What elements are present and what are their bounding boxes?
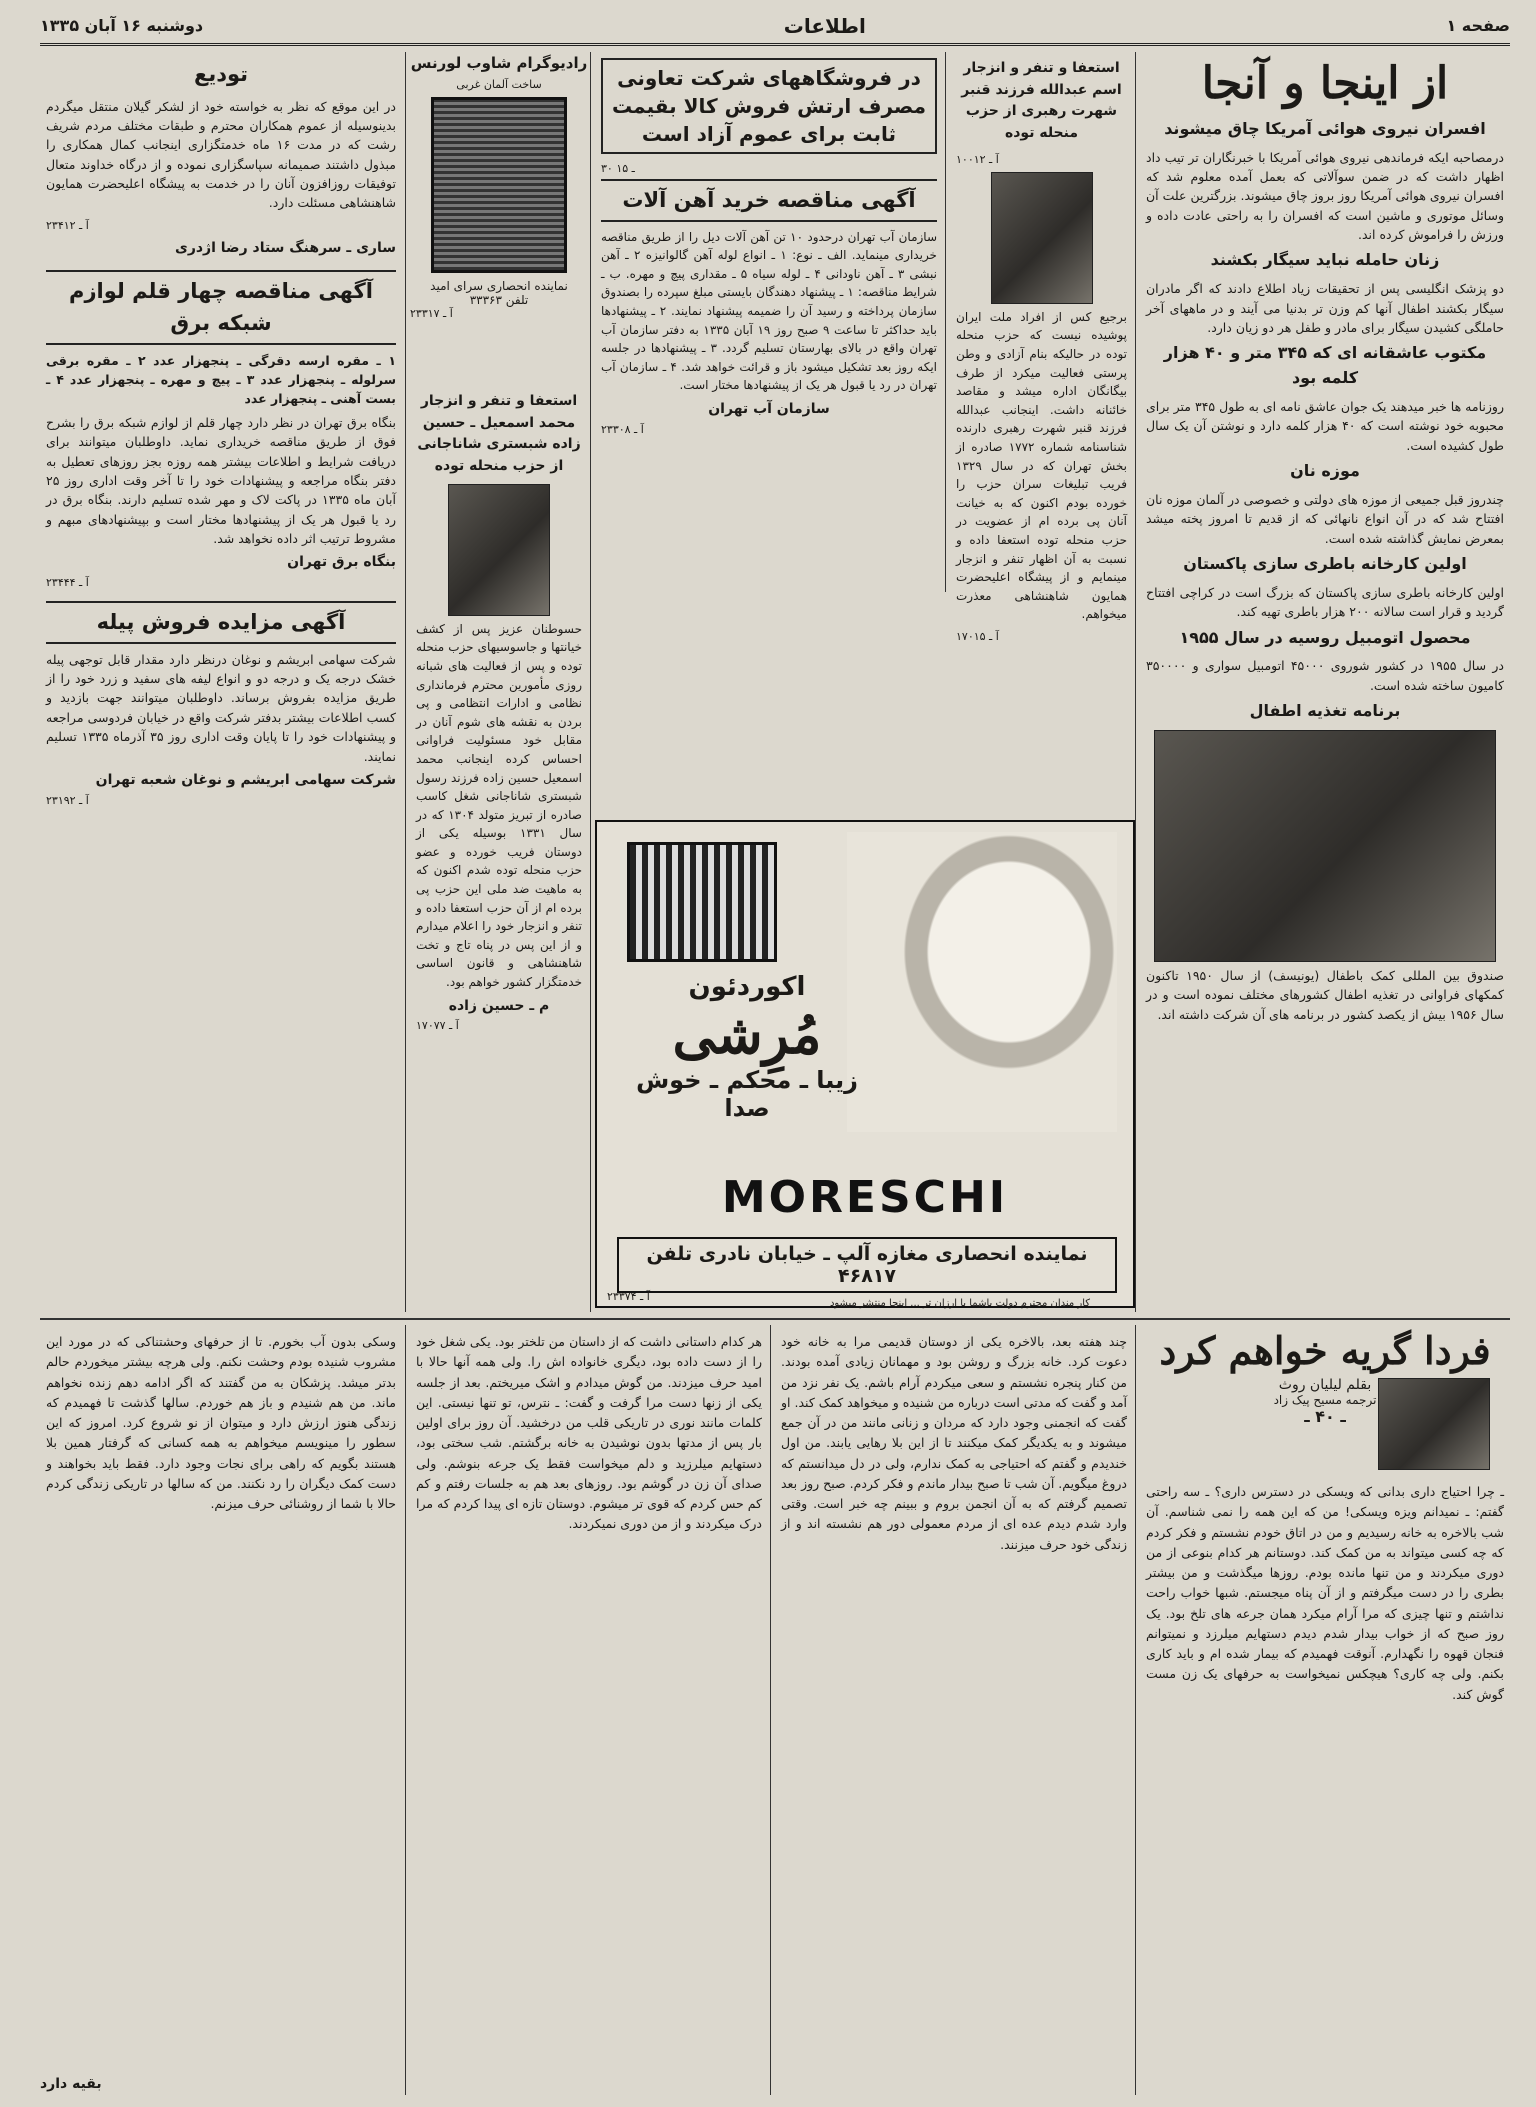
ad-code: آ ـ ۲۳۳۷۴ [607,1290,650,1303]
author-sketch [1378,1378,1490,1470]
farewell-body: در این موقع که نظر به خواسته خود از لشکر گیلان منتقل میگردم بدینوسیله از عموم همکاران محترم و طبقات مختلف مردم شریف رشت که در مدت ۱۶ ماه خدمتگزاری اینجانب کمال همکاری را مبذول داشتند صمیمانه سپاسگزاری نموده و از درگاه خداوند متعال توفیقات روزافزون آنان را در خدمت به پیشگاه اعلیحضرت همایون شاهنشاهی مسئلت دارد. [46,98,396,211]
tender-body: سازمان آب تهران درحدود ۱۰ تن آهن آلات دیل را از طریق مناقصه خریداری مینماید. الف ـ نوع: ۱ ـ انواع لوله آهن گالوانیزه ۲ ـ آهن نبشی ۳ ـ آهن ناودانی ۴ ـ لوله سیاه ۵ ـ مقداری پیچ و مهره. ب ـ شرایط مناقصه: ۱ ـ پیشنهاد دهندگان بایستی مبلغ سپرده را بصندوق سازمان پرداخته و رسید آن را ضمیمه پیشنهاد نمایند. ۲ ـ پیشنهادها باید حداکثر تا ساعت ۹ صبح روز ۱۹ آبان ۱۳۳۵ به دفتر سازمان آب تهران واقع در بالای بهارستان تسلیم گردد. ۳ ـ پیشنهادها در جلسه ایکه روز بعد تشکیل میشود باز و قرائت خواهد شد. ۴ ـ سازمان آب تهران در رد یا قبول هر یک از پیشنهادها مختار است. [601,229,937,393]
serial-translator: ترجمه مسیح پیک زاد [1273,1393,1377,1407]
story-title: اولین کارخانه باطری سازی پاکستان [1183,554,1467,574]
column-left [40,52,402,1314]
notice-body: حسوطنان عزیز پس از کشف خیانتها و جاسوسیهای حزب منحله توده و پس از فعالیت های شبانه روزی مأمورین محترم فرمانداری نظامی و ادارات انتظامی و پی بردن به نقشه های شوم آنان در مقابل خود مسئولیت فراوانی احساس کرده اینجانب محمد اسمعیل حسین زاده فرزند رسول شبستری شاناجانی شغل کاسب صادره از تبریز متولد ۱۳۰۴ که در سال ۱۳۳۱ بوسیله یکی از دوستان فریب خورده و عضو حزب منحله توده شدم اکنون که به ماهیت ضد ملی این حزب پی برده ام از آن حزب استعفا داده و تنفر و انزجار خود را اعلام میدارم و از این پس در پناه تاج و تخت شاهنشاهی و قانون اساسی خدمتگزار کشور خواهم بود. [416,621,582,990]
ad-line-accordion: اکوردئون [688,972,806,1002]
cocoon-auction-title: آگهی مزایده فروش پیله [46,601,396,644]
column-resignation-2 [410,385,588,1315]
story-body: چندروز قبل جمیعی از موزه های دولتی و خصوصی در آلمان موزه نان افتتاح شد که در آن انواع نانهائی که از قدیم تا امروز پخته میشد بمعرض نمایش گذاشته شده است. [1146,491,1504,546]
electric-tender-signature: بنگاه برق تهران [287,554,396,571]
serial-author: بقلم لیلیان روث [1278,1377,1372,1393]
notice-signature: م ـ حسین زاده [448,997,550,1014]
cocoon-auction-body: شرکت سهامی ابریشم و نوغان درنظر دارد مقدار قابل توجهی پیله خشک درجه یک و درجه دو و انواع لیفه های سفید و زرد خود را از طریق مزایده بفروش برساند. داوطلبان میتوانند جهت بازدید و کسب اطلاعات بیشتر بدفتر شرکت واقع در خیابان فردوسی مراجعه و پیشنهادات خود را تا پایان وقت اداری روز ۳۵ آذرماه ۱۳۳۵ تسلیم نمایند. [46,651,396,764]
children-photo [1154,730,1496,962]
story-body: در سال ۱۹۵۵ در کشور شوروی ۴۵۰۰۰ اتومبیل سواری و ۳۵۰۰۰۰ کامیون ساخته شده است. [1146,658,1504,693]
radio-tagline: ساخت آلمان غربی [456,78,542,91]
page-number: صفحه ۱ [1446,16,1510,35]
ad-line-tagline: زیبا ـ محکم ـ خوش صدا [636,1066,858,1122]
tender-code: آ ـ ۲۳۳۰۸ [601,422,644,436]
serial-column-4: وسکی بدون آب بخورم. تا از حرفهای وحشتناکی که در مورد این مشروب شنیده بودم وحشت نکنم. ولی هرچه بیشتر میخوردم حالم بدتر میشد. پزشکان به من گفتند که اگر ادامه دهم زنده نخواهم ماند. من هم شنیدم و باز هم خوردم. سالها گذشت تا فهمیدم که زندگی هنوز ارزش دارد و میتوان از نو شروع کرد. امروز که این سطور را مینویسم میخواهم به همه کسانی که گرفتار همین بلا هستند بگویم که راهی برای نجات وجود دارد. فقط باید بخواهند و دست کمک دیگران را رد نکنند. من که سالها در تاریکی زندگی کردم حالا با شما از روشنائی حرف میزنم. [46,1334,396,1511]
ad-code: ۳۰ ـ ۱۵ [601,162,635,175]
radio-code: آ ـ ۲۳۳۱۷ [410,307,453,320]
radio-agent: نماینده انحصاری سرای امید [430,279,568,293]
electric-tender-body: بنگاه برق تهران در نظر دارد چهار قلم از لوازم شبکه برق را بشرح فوق از طریق مناقصه خریداری نماید. داوطلبان میتوانند برای دریافت شرایط و اطلاعات بیشتر همه روزه بجز روزهای تعطیل به دفتر بنگاه مراجعه و پیشنهادات خود را تا آخر وقت اداری روز ۲۵ آبان ماه ۱۳۳۵ در پاکت لاک و مهر شده تسلیم دارند. بنگاه برق در رد یا قبول هر یک از پیشنهادها مختار است و بپیشنهادهای مبهم و مشروط ترتیب اثر داده نخواهد شد. [46,414,396,546]
cooperative-ad-title: در فروشگاههای شرکت تعاونی مصرف ارتش فروش کالا بقیمت ثابت برای عموم آزاد است [601,58,937,154]
notice-title: استعفا و تنفر و انزجار محمد اسمعیل ـ حسین زاده شبستری شاناجانی از حزب منحله توده [417,393,581,475]
serial-header [1140,1328,1510,1473]
farewell-code: آ ـ ۲۳۴۱۲ [46,218,89,232]
notice-code: آ ـ ۱۷۰۱۵ [956,629,999,643]
bottom-strip: کار مندان محترم دولت باشما با ارزان تر ... اینجا منتشر میشود [829,1298,1091,1309]
story-title: محصول اتومبیل روسیه در سال ۱۹۵۵ [1179,627,1471,647]
electric-tender-code: آ ـ ۲۳۴۴۴ [46,576,89,590]
portrait-photo [448,484,550,616]
column-rule [405,1325,406,2095]
column-rule [1135,52,1136,1312]
serial-column-2: چند هفته بعد، بالاخره یکی از دوستان قدیمی مرا به خانه خود دعوت کرد. خانه بزرگ و روشن بود و مهمانان زیادی آمده بودند. من کنار پنجره نشستم و سعی میکردم آرام باشم. یک نفر نزد من آمد و گفت که مدتی است درباره من شنیده و میخواهد کمک کند. او گفت که انجمنی وجود دارد که مردان و زنانی مانند من در آن جمع میشوند و به یکدیگر کمک میکنند تا از این بلا رهایی یابند. من اول خندیدم و گفتم که احتیاجی به کمک ندارم، ولی در دل میدانستم که دروغ میگویم. آن شب تا صبح بیدار ماندم و فکر کردم. صبح روز بعد تصمیم گرفتم که به آن انجمن بروم و ببینم چه خبر است. وقتی وارد شدم دیدم عده ای از مردم معمولی دور هم نشسته اند و از زندگی خود حرف میزنند. [781,1334,1127,1552]
masthead [40,8,1510,46]
portrait-photo [991,172,1093,304]
column-right [1140,52,1510,1314]
electric-tender-title: آگهی مناقصه چهار قلم لوازم شبکه برق [46,270,396,345]
ad-brand-latin: MORESCHI [721,1172,1009,1223]
notice-title: استعفا و تنفر و انزجار اسم عبدالله فرزند قنبر شهرت رهبری از حزب منحله توده [961,60,1122,142]
ad-line-brand-fa: مُرِشی [672,1002,822,1066]
story-body: روزنامه ها خبر میدهند یک جوان عاشق نامه ای به طول ۳۴۵ متر برای محبوبه خود نوشته است که ۴۰ هزار کلمه دارد و نوشتن آن یک سال طول کشیده است. [1146,398,1504,453]
serial-part: ـ ۴۰ ـ [1304,1407,1346,1426]
electric-tender-items: ۱ ـ مقره ارسه دقرگی ـ پنجهزار عدد ۲ ـ مقره برقی سرلوله ـ پنجهزار عدد ۳ ـ پیچ و مهره ـ پنجهزار عدد ۴ ـ بست آهنی ـ پنجهزار عدد [46,352,396,407]
serial-title: فردا گریه خواهم کرد [1159,1328,1491,1373]
story-body: دو پزشک انگلیسی پس از تحقیقات زیاد اطلاع دادند که اگر مادران سیگار بکشند اطفال آنها کم وزن تر بدنیا می آیند و در ماههای آخر حاملگی کشیدن سیگار برای مادر و طفل هر دو زیان دارد. [1146,281,1504,336]
farewell-signature: ساری ـ سرهنگ ستاد رضا اژدری [174,239,396,256]
column-rule [1135,1325,1136,2095]
column-rule [770,1325,771,2095]
cocoon-auction-signature: شرکت سهامی ابریشم و نوغان شعبه تهران [95,771,396,788]
section-rule [40,1318,1510,1320]
story-title: افسران نیروی هوائی آمریکا چاق میشوند [1164,118,1486,138]
date-line: دوشنبه ۱۶ آبان ۱۳۳۵ [40,16,204,35]
radio-brand: رادیوگرام شاوب لورنس [410,54,588,72]
serial-continued: بقیه دارد [40,2076,102,2092]
story-title: مکتوب عاشقانه ای که ۳۴۵ متر و ۴۰ هزار کلمه بود [1163,343,1487,388]
radiogram-ad [410,52,588,382]
column-rule [590,52,591,1312]
serial-column-1: ـ چرا احتیاج داری بدانی که ویسکی در دسترس داری؟ ـ سه راحتی گفتم: ـ نمیدانم ویزه ویسکی! من که این همه را نمی شناسم. آن شب بالاخره به خانه رسیدیم و من در اتاق خودم نشستم و فکر کردم که چه کسی میتواند به من کمک کند. دوستانم هر کدام بنوعی از من دوری میکردند و من تنها مانده بودم. روزها میگذشت و من بیشتر بطری را در دست میگرفتم و از آن پناه میجستم. شبها خواب راحت نداشتم و تنها چیزی که مرا آرام میکرد همان جرعه های تلخ بود. یک روز صبح که از خواب بیدار شدم دیدم دستهایم میلرزد و نمیتوانم فنجان قهوه را نگهدارم. آنوقت فهمیدم که بیمار شده ام و باید کاری بکنم. ولی چه کاری؟ هیچکس نمیخواست به حرفهای یک زن مست گوش کند. [1146,1484,1504,1702]
woman-illustration [847,832,1117,1132]
story-title: برنامه تغذیه اطفال [1249,701,1401,721]
story-body: اولین کارخانه باطری سازی پاکستان که بزرگ است در کراچی افتتاح گردید و قرار است سالانه ۲۰۰ هزار باطری تهیه کند. [1146,584,1504,620]
serial-column-3: هر کدام داستانی داشت که از داستان من تلختر بود. یکی شغل خود را از دست داده بود، دیگری خانواده اش را. ولی همه آنها حالا با امید حرف میزدند. من گوش میدادم و اشک میریختم. بعد از جلسه یکی از زنها دست مرا گرفت و گفت: ـ نترس، تو تنها نیستی. این کلمات مانند نوری در تاریکی قلب من درخشید. آن روز برای اولین بار پس از مدتها بدون نوشیدن به خانه برگشتم. شب سختی بود، دستهایم میلرزید و دلم میخواست فقط یک جرعه بنوشم. ولی صدای آن زن در گوشم بود. روزهای بعد هم به جلسات رفتم و کم کم حس کردم که قوی تر میشوم. دوستان تازه ای پیدا کردم که مرا درک میکردند و از من دوری نمیکردند. [416,1334,762,1532]
cocoon-auction-code: آ ـ ۲۳۱۹۲ [46,793,89,807]
notice-code: آ ـ ۱۷۰۷۷ [416,1019,459,1033]
story-title: زنان حامله نباید سیگار بکشند [1210,250,1440,270]
radio-cabinet-image [431,97,567,273]
moreschi-ad [595,820,1135,1308]
column-tender [595,52,943,592]
tender-title: آگهی مناقصه خرید آهن آلات [601,179,937,222]
accordion-image [627,842,777,962]
story-body: صندوق بین المللی کمک باطفال (یونیسف) از سال ۱۹۵۰ تاکنون کمکهای فراوانی در تغذیه اطفال کشورهای مختلف نموده است و در سال ۱۹۵۶ بیش از یکصد کشور در برنامه های آن شرکت داشته اند. [1146,967,1504,1022]
notice-code: آ ـ ۱۰۰۱۲ [956,152,999,166]
column-rule [945,52,946,592]
column-rule [405,52,406,1312]
column-resignation-1 [950,52,1133,643]
story-title: موزه نان [1290,461,1360,481]
section-title: از اینجا و آنجا [1201,58,1449,109]
story-body: درمصاحبه ایکه فرماندهی نیروی هوائی آمریکا با خبرنگاران تر تیب داد اظهار داشت که در ضمن سوآلاتی که بعمل آمده معلوم شد که افسران نیروی هوائی آمریکا روز بروز چاق میشوند. بزرگترین علت آن وسائل موتوری و ماشین است که افسران را به راحتی عادت داده و ورزش را فراموش کرده اند. [1146,149,1504,243]
notice-body: برجیع کس از افراد ملت ایران پوشیده نیست که حزب منحله توده در حالیکه بنام آزادی و وطن پرستی فعالیت میکرد از طرف بیگانگان اداره میشد و مقاصد خائنانه داشت. اینجانب عبدالله فرزند قنبر شهرت رهبری دارنده شناسنامه شماره ۱۷۷۲ صادره از بخش تهران که در سال ۱۳۲۹ فریب تبلیغات سران حزب را خورده بودم اکنون که به خیانت آنان پی برده ام از عضویت در حزب منحله توده استعفا داده و نسبت به آن اظهار تنفر و انزجار مینمایم و از پیشگاه اعلیحضرت همایون شاهنشاهی معذرت میخواهم. [956,309,1128,622]
radio-phone: تلفن ۳۳۳۶۳ [469,293,529,307]
farewell-title: تودیع [193,62,249,86]
tender-signature: سازمان آب تهران [708,400,830,417]
newspaper-name: اطلاعات [783,13,866,38]
ad-agent: نماینده انحصاری مغازه آلپ ـ خیابان نادری تلفن ۴۶۸۱۷ [617,1237,1117,1293]
